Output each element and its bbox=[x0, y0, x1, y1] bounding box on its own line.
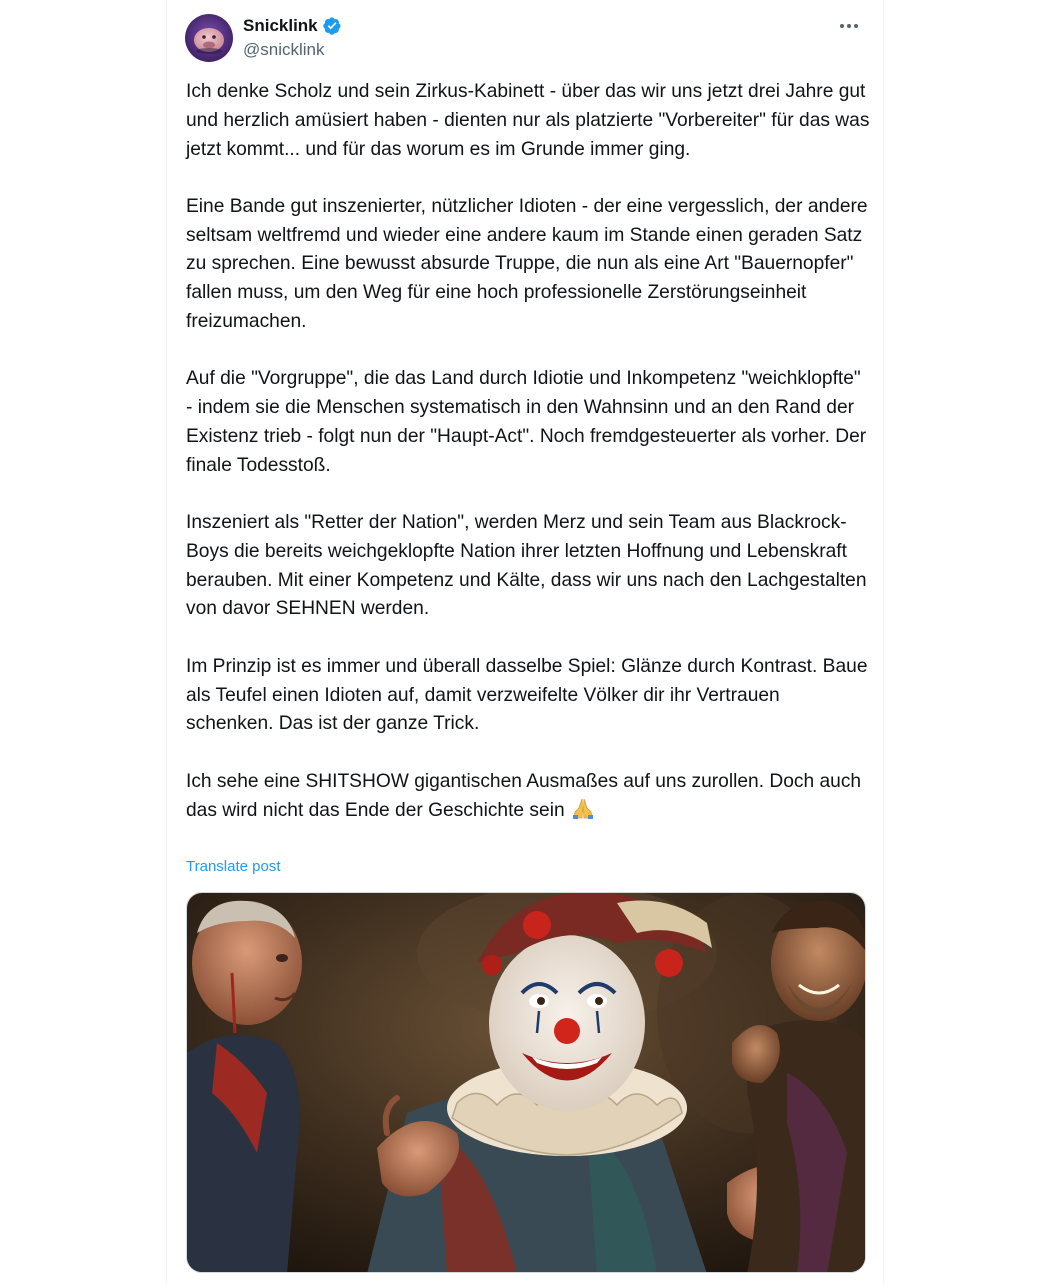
avatar-blob-icon bbox=[185, 14, 233, 62]
dot bbox=[847, 24, 851, 28]
author-handle[interactable]: @snicklink bbox=[243, 40, 325, 59]
more-options-icon[interactable] bbox=[833, 12, 865, 40]
tweet-paragraph-text: Ich sehe eine SHITSHOW gigantischen Ausmaßes auf uns zurollen. Doch auch das wird nicht das Ende der Geschichte sein bbox=[186, 770, 862, 822]
tweet-paragraph: Auf die "Vorgruppe", die das Land durch Idiotie und Inkompetenz "weichklopfte" - indem sie die Menschen systematisch in den Wahnsinn und an den Rand der Existenz trieb - folgt nun der "Haupt-Act". Noch fremdgesteuerter als vorher. Der finale Todesstoß. bbox=[186, 368, 867, 476]
clown-painting-image bbox=[187, 893, 866, 1273]
tweet-paragraph: Ich denke Scholz und sein Zirkus-Kabinett - über das wir uns jetzt drei Jahre gut und herzlich amüsiert haben - dienten nur als platzierte "Vorbereiter" für das was jetzt kommt... und für das worum es im Grunde immer ging. bbox=[186, 81, 870, 160]
tweet-image[interactable] bbox=[186, 892, 866, 1273]
verified-badge-icon[interactable] bbox=[322, 16, 342, 36]
tweet-text bbox=[186, 78, 870, 826]
dot bbox=[840, 24, 844, 28]
tweet-header bbox=[185, 12, 865, 64]
dot bbox=[854, 24, 858, 28]
translate-post-link[interactable]: Translate post bbox=[186, 858, 281, 875]
display-name[interactable]: Snicklink bbox=[243, 16, 318, 35]
tweet-paragraph: Im Prinzip ist es immer und überall dasselbe Spiel: Glänze durch Kontrast. Baue als Teufel einen Idioten auf, damit verzweifelte Völker dir ihr Vertrauen schenken. Das ist der ganze Trick. bbox=[186, 655, 868, 735]
display-name-row bbox=[243, 14, 342, 38]
avatar[interactable] bbox=[185, 14, 233, 62]
tweet-column bbox=[166, 0, 884, 1285]
tweet-paragraph: Inszeniert als "Retter der Nation", werden Merz und sein Team aus Blackrock-Boys die bereits weichgeklopfte Nation ihrer letzten Hoffnung und Lebenskraft berauben. Mit einer Kompetenz und Kälte, dass wir uns nach den Lachgestalten von davor SEHNEN werden. bbox=[186, 512, 867, 620]
folded-hands-icon bbox=[570, 796, 596, 820]
author-names bbox=[243, 14, 342, 60]
tweet-paragraph: Eine Bande gut inszenierter, nützlicher Idioten - der eine vergesslich, der andere seltsam weltfremd und wieder eine andere kaum im Stande einen geraden Satz zu sprechen. Eine bewusst absurde Truppe, die nun als eine Art "Bauernopfer" fallen muss, um den Weg für eine hoch professionelle Zerstörungseinheit freizumachen. bbox=[186, 195, 868, 333]
tweet-paragraph-last bbox=[186, 768, 870, 827]
